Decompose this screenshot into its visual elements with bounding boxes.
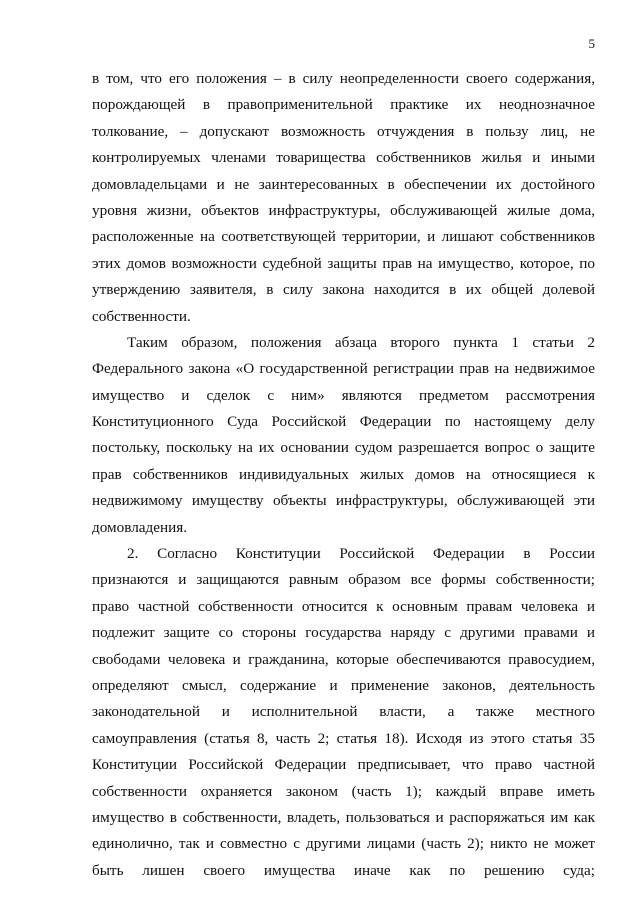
text-line: имущество и сделок с ним» являются предметом рассмотрения <box>92 386 595 404</box>
text-line: постольку, поскольку на их основании судом разрешается вопрос о защите <box>92 439 595 457</box>
text-line: признаются и защищаются равным образом все формы собственности; <box>92 571 595 589</box>
text-line: единолично, так и совместно с другими лицами (часть 2); никто не может <box>92 835 595 853</box>
text-line: толкование, – допускают возможность отчуждения в пользу лиц, не <box>92 122 595 140</box>
page-number: 5 <box>588 36 595 51</box>
text-line: определяют смысл, содержание и применение законов, деятельность <box>92 676 595 694</box>
paragraph-2 <box>92 330 595 541</box>
text-line: расположенные на соответствующей территории, и лишают собственников <box>92 228 595 246</box>
text-line: прав собственников индивидуальных жилых домов на относящиеся к <box>92 465 595 483</box>
text-line: в том, что его положения – в силу неопределенности своего содержания, <box>92 70 595 87</box>
text-line: недвижимому имуществу объекты инфраструктуры, обслуживающей эти <box>92 492 595 510</box>
text-line: собственности. <box>92 307 191 325</box>
paragraph-1 <box>92 66 595 330</box>
text-line: имущество в собственности, владеть, пользоваться и распоряжаться им как <box>92 808 595 826</box>
text-line: быть лишен своего имущества иначе как по решению суда; <box>92 861 595 879</box>
text-line: Федерального закона «О государственной регистрации прав на недвижимое <box>92 360 595 378</box>
text-line: порождающей в правоприменительной практике их неоднозначное <box>92 96 595 114</box>
text-line: утверждению заявителя, в силу закона находится в их общей долевой <box>92 281 595 299</box>
text-line: домовладельцами и не заинтересованных в обеспечении их достойного <box>92 175 595 193</box>
text-line: Конституционного Суда Российской Федерации по настоящему делу <box>92 413 595 431</box>
text-line: контролируемых членами товарищества собственников жилья и иными <box>92 149 595 167</box>
text-line: право частной собственности относится к основным правам человека и <box>92 597 595 615</box>
text-line: свободами человека и гражданина, которые обеспечиваются правосудием, <box>92 650 595 668</box>
text-line: собственности охраняется законом (часть 1); каждый вправе иметь <box>92 782 595 800</box>
paragraph-3 <box>92 541 595 884</box>
body-text <box>92 66 595 884</box>
text-line: Таким образом, положения абзаца второго пункта 1 статьи 2 <box>127 333 595 351</box>
text-line: Конституции Российской Федерации предписывает, что право частной <box>92 756 595 774</box>
text-line: этих домов возможности судебной защиты прав на имущество, которое, по <box>92 254 595 272</box>
text-line: самоуправления (статья 8, часть 2; статья 18). Исходя из этого статья 35 <box>92 729 595 747</box>
text-line: уровня жизни, объектов инфраструктуры, обслуживающей жилые дома, <box>92 201 595 219</box>
text-line: законодательной и исполнительной власти, а также местного <box>92 703 595 721</box>
text-line: 2. Согласно Конституции Российской Федерации в России <box>127 545 595 563</box>
text-line: подлежит защите со стороны государства наряду с другими правами и <box>92 624 595 642</box>
text-line: домовладения. <box>92 518 188 536</box>
